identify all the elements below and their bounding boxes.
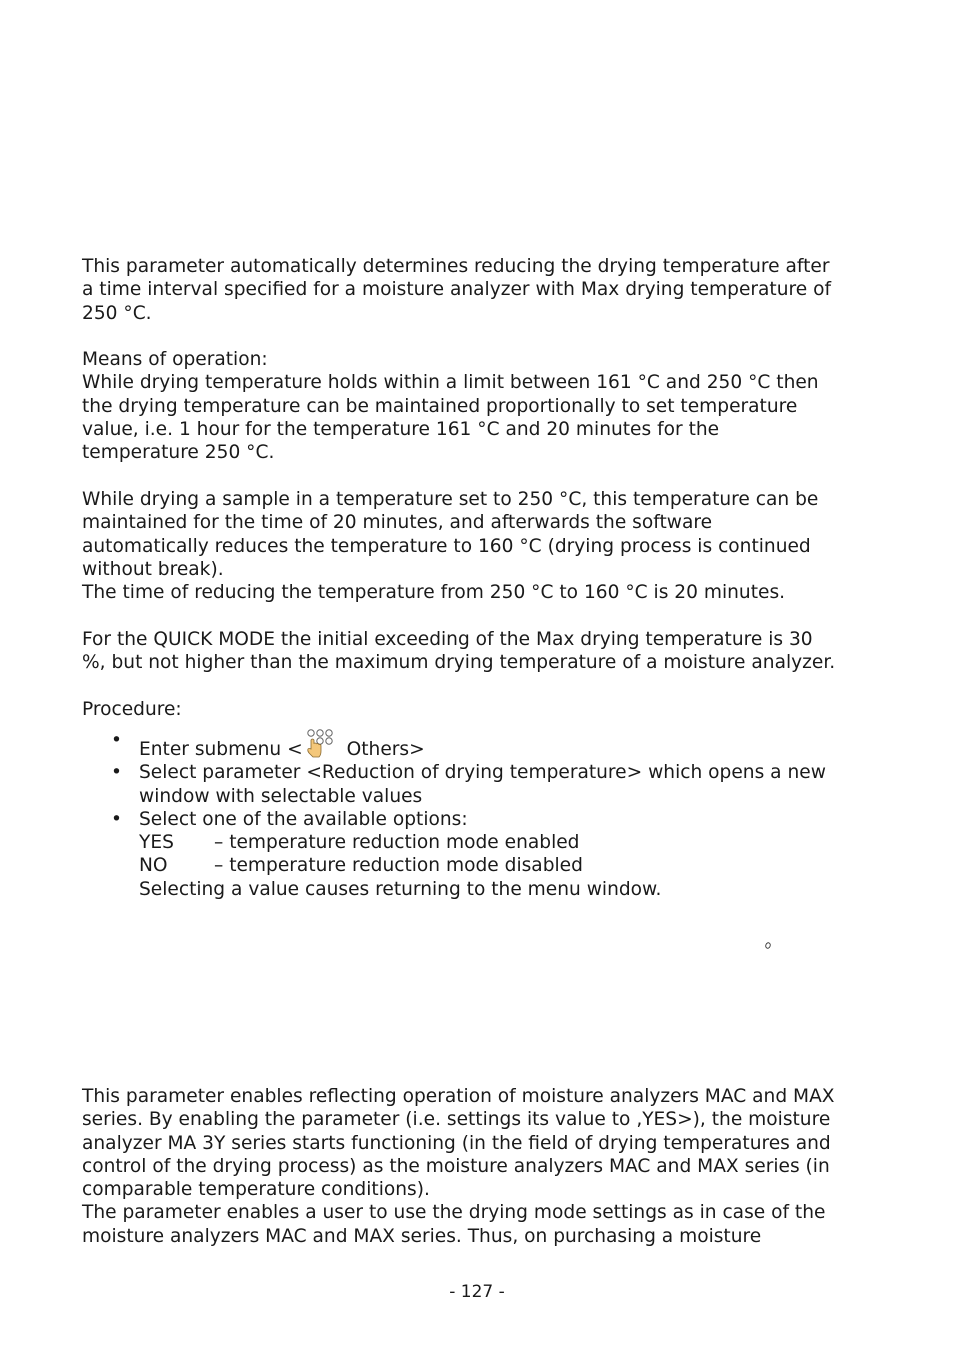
- option-yes: [139, 831, 882, 854]
- option-desc: – temperature reduction mode disabled: [214, 855, 583, 877]
- body-line: control of the drying process) as the moisture analyzers MAC and MAX series (in: [82, 1155, 830, 1177]
- means-line: While drying temperature holds within a limit between 161 °C and 250 °C then: [82, 372, 819, 394]
- option-key: NO: [139, 855, 168, 877]
- option-no: [139, 854, 882, 877]
- section-temperature-reduction: [82, 255, 882, 901]
- section-mac-max-mode: [82, 1085, 882, 1248]
- quick-mode-line: For the QUICK MODE the initial exceeding of the Max drying temperature is 30: [82, 628, 813, 650]
- step-note: Selecting a value causes returning to the menu window.: [139, 878, 662, 900]
- procedure-step: [82, 729, 882, 761]
- body-line: comparable temperature conditions).: [82, 1179, 430, 1201]
- procedure-step: [82, 761, 882, 808]
- stray-mark-icon: [764, 940, 772, 950]
- others-menu-icon: [305, 729, 339, 759]
- example-line: automatically reduces the temperature to 160 °C (drying process is continued: [82, 535, 811, 557]
- option-key: YES: [139, 832, 174, 854]
- means-line: value, i.e. 1 hour for the temperature 161 °C and 20 minutes for the: [82, 419, 720, 441]
- body-line: series. By enabling the parameter (i.e. settings its value to ‚YES>), the moisture: [82, 1109, 831, 1131]
- means-line: temperature 250 °C.: [82, 442, 275, 464]
- procedure-heading: Procedure:: [82, 698, 182, 720]
- body-line: This parameter enables reflecting operation of moisture analyzers MAC and MAX: [82, 1086, 835, 1107]
- step-text: Select parameter <Reduction of drying temperature> which opens a new: [139, 762, 826, 784]
- body-line: analyzer MA 3Y series starts functioning (in the field of drying temperatures and: [82, 1132, 831, 1154]
- example-line: without break).: [82, 558, 224, 580]
- body-line: The parameter enables a user to use the drying mode settings as in case of the: [82, 1202, 826, 1224]
- quick-mode-line: %, but not higher than the maximum drying temperature of a moisture analyzer.: [82, 652, 836, 674]
- intro-line: This parameter automatically determines reducing the drying temperature after: [82, 256, 830, 277]
- step-text: window with selectable values: [139, 785, 423, 807]
- step-text: Select one of the available options:: [139, 808, 468, 830]
- procedure-steps: [82, 729, 882, 901]
- body-line: moisture analyzers MAC and MAX series. Thus, on purchasing a moisture: [82, 1225, 762, 1247]
- intro-line: 250 °C.: [82, 302, 152, 324]
- page-number: - 127 -: [449, 1282, 505, 1302]
- intro-line: a time interval specified for a moisture analyzer with Max drying temperature of: [82, 279, 832, 301]
- procedure-step: [82, 808, 882, 901]
- step-text: Enter submenu <: [139, 738, 303, 760]
- example-line: The time of reducing the temperature from 250 °C to 160 °C is 20 minutes.: [82, 582, 786, 604]
- option-desc: – temperature reduction mode enabled: [214, 832, 580, 854]
- step-text: Others>: [340, 738, 425, 760]
- example-line: While drying a sample in a temperature set to 250 °C, this temperature can be: [82, 488, 819, 510]
- example-line: maintained for the time of 20 minutes, and afterwards the software: [82, 512, 713, 534]
- means-heading: Means of operation:: [82, 349, 268, 371]
- means-line: the drying temperature can be maintained proportionally to set temperature: [82, 395, 798, 417]
